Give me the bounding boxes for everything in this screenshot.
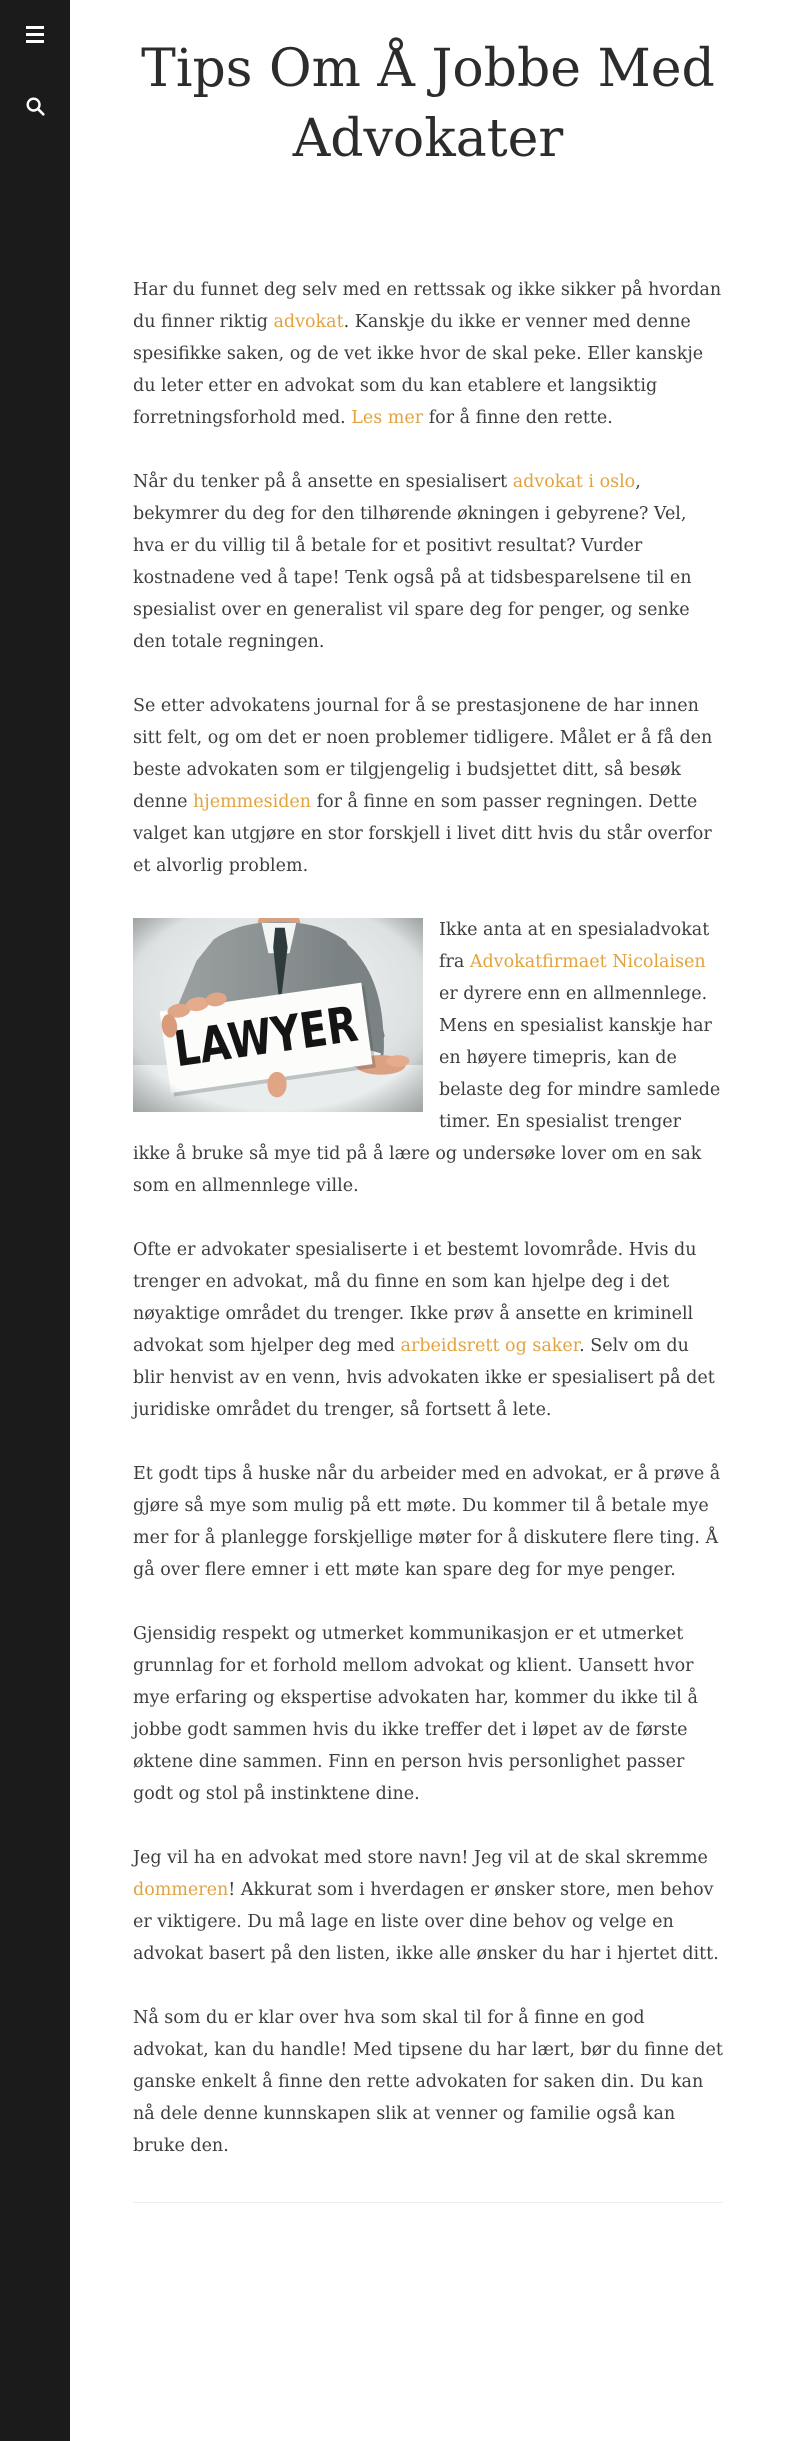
menu-button[interactable] [21,20,49,48]
text-segment: , bekymrer du deg for den tilhørende økningen i gebyrene? Vel, hva er du villig til å betale for et positivt resultat? Vurder kostnadene ved å tape! Tenk også på at tidsbesparelsene til en spesialist over en generalist vil spare deg for penger, og senke den totale regningen. [133,472,692,653]
paragraph [133,274,723,434]
text-segment: . Selv om du blir henvist av en venn, hvis advokaten ikke er spesialisert på det juridiske området du trenger, så fortsett å lete. [133,1336,715,1421]
text-segment: Ikke anta at en spesialadvokat fra [439,920,710,973]
paragraph [133,1618,723,1810]
search-icon [25,96,46,117]
paragraph [133,2002,723,2162]
search-button[interactable] [21,92,49,120]
article-end-divider [133,2202,723,2203]
article [133,0,723,2203]
arbeidsrett-og-saker-link[interactable]: arbeidsrett og saker [400,1336,580,1357]
text-segment: for å finne en som passer regningen. Dette valget kan utgjøre en stor forskjell i livet ditt hvis du står overfor et alvorlig problem. [133,792,712,877]
main-content [70,0,800,2203]
advokat-i-oslo-link[interactable]: advokat i oslo [512,472,636,493]
lawyer-photo [133,918,423,1112]
text-segment: Et godt tips å huske når du arbeider med en advokat, er å prøve å gjøre så mye som mulig på ett møte. Du kommer til å betale mye mer for å planlegge forskjellige møter for å diskutere flere ting. Å gå over flere emner i ett møte kan spare deg for mye penger. [133,1464,721,1581]
hjemmesiden-link[interactable]: hjemmesiden [193,792,312,813]
sidebar [0,0,70,2441]
advokatfirmaet-nicolaisen-link[interactable]: Advokatfirmaet Nicolaisen [469,952,706,973]
text-segment: Gjensidig respekt og utmerket kommunikasjon er et utmerket grunnlag for et forhold mellom advokat og klient. Uansett hvor mye erfaring og ekspertise advokaten har, kommer du ikke til å jobbe godt sammen hvis du ikke treffer det i løpet av de første øktene dine sammen. Finn en person hvis personlighet passer godt og stol på instinktene dine. [133,1624,698,1805]
text-segment: Se etter advokatens journal for å se prestasjonene de har innen sitt felt, og om det er noen problemer tidligere. Målet er å få den beste advokaten som er tilgjengelig i budsjettet ditt, så besøk denne [133,696,713,813]
text-segment: . Kanskje du ikke er venner med denne spesifikke saken, og de vet ikke hvor de skal peke. Eller kanskje du leter etter en advokat som du kan etablere et langsiktig forretningsforhold med. [133,312,704,429]
paragraph [133,1842,723,1970]
advokat-link[interactable]: advokat [273,312,344,333]
paragraph [133,690,723,882]
paragraph [133,466,723,658]
text-segment: for å finne den rette. [423,408,613,429]
page-title: Tips Om Å Jobbe Med Advokater [141,39,715,170]
paragraph [133,1458,723,1586]
text-segment: Jeg vil ha en advokat med store navn! Jeg vil at de skal skremme [133,1848,708,1869]
text-segment: Ofte er advokater spesialiserte i et bestemt lovområde. Hvis du trenger en advokat, må du finne en som kan hjelpe deg i det nøyaktige området du trenger. Ikke prøv å ansette en kriminell advokat som hjelper deg med [133,1240,697,1357]
text-segment: Når du tenker på å ansette en spesialisert [133,472,513,493]
hamburger-icon [26,26,44,43]
text-segment: ! Akkurat som i hverdagen er ønsker store, men behov er viktigere. Du må lage en liste over dine behov og velge en advokat basert på den listen, ikke alle ønsker du har i hjertet ditt. [133,1880,719,1965]
text-segment: Nå som du er klar over hva som skal til for å finne en god advokat, kan du handle! Med tipsene du har lært, bør du finne det ganske enkelt å finne den rette advokaten for saken din. Du kan nå dele denne kunnskapen slik at venner og familie også kan bruke den. [133,2008,723,2157]
dommeren-link[interactable]: dommeren [133,1880,229,1901]
les-mer-link[interactable]: Les mer [351,408,424,429]
paragraph [133,1234,723,1426]
text-segment: Har du funnet deg selv med en rettssak og ikke sikker på hvordan du finner riktig [133,280,722,333]
text-segment: er dyrere enn en allmennlege. Mens en spesialist kanskje har en høyere timepris, kan de belaste deg for mindre samlede timer. En spesialist trenger ikke å bruke så mye tid på å lære og undersøke lover om en sak som en allmennlege ville. [133,984,721,1197]
paragraph-with-photo [133,914,723,1202]
